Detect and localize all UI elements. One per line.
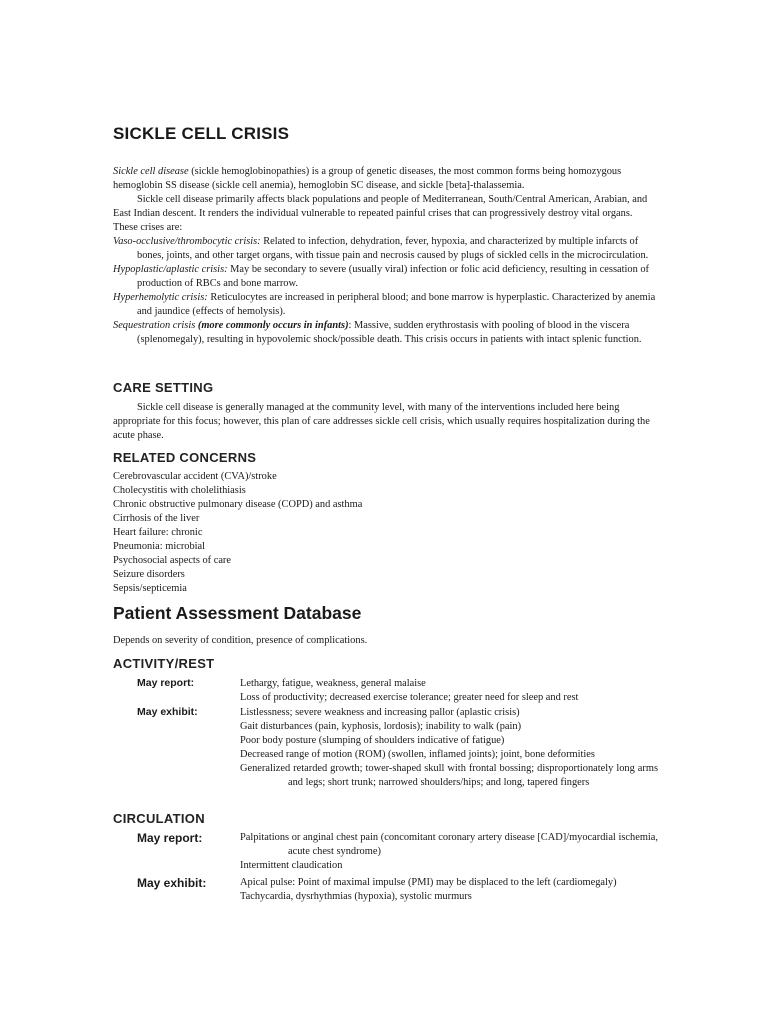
list-item: Decreased range of motion (ROM) (swollen, inflamed joints); joint, bone deformities [240, 749, 595, 760]
crisis-item: Hyperhemolytic crisis: Reticulocytes are increased in peripheral blood; and bone marrow is hyperplastic. Characterized by anemia and jaundice (effects of hemolysis). [113, 292, 656, 317]
list-item: Seizure disorders [113, 569, 185, 580]
related-concerns-list [113, 470, 658, 596]
intro-definition: (sickle hemoglobinopathies) is a group of genetic diseases, the most common forms being homozygous hemoglobin SS disease (sickle cell anemia), hemoglobin SC disease, and sickle [beta]-thalassemia. [113, 166, 622, 191]
list-item: Chronic obstructive pulmonary disease (COPD) and asthma [113, 499, 363, 510]
circulation-exhibit-items [240, 876, 658, 904]
related-concerns-heading: RELATED CONCERNS [113, 450, 257, 465]
care-setting-text: Sickle cell disease is generally managed at the community level, with many of the interventions included here being appropriate for this focus; however, this plan of care addresses sickle cell crisis, which usually requires hospitalization during the acute phase. [113, 402, 650, 441]
activity-report-items [240, 677, 658, 705]
may-exhibit-label: May exhibit: [137, 706, 198, 718]
may-report-label: May report: [137, 831, 203, 845]
list-item: Pneumonia: microbial [113, 541, 206, 552]
may-exhibit-label: May exhibit: [137, 876, 207, 890]
list-item: Heart failure: chronic [113, 527, 203, 538]
list-item: Sepsis/septicemia [113, 583, 187, 594]
list-item: Cirrhosis of the liver [113, 513, 200, 524]
may-report-label: May report: [137, 677, 195, 689]
circulation-report-items [240, 831, 658, 873]
circulation-heading: CIRCULATION [113, 811, 205, 826]
list-item: Poor body posture (slumping of shoulders indicative of fatigue) [240, 735, 505, 746]
list-item: Tachycardia, dysrhythmias (hypoxia), systolic murmurs [240, 891, 472, 902]
activity-exhibit-items [240, 706, 658, 790]
list-item: Listlessness; severe weakness and increasing pallor (aplastic crisis) [240, 707, 520, 718]
list-item: Gait disturbances (pain, kyphosis, lordosis); inability to walk (pain) [240, 721, 522, 732]
list-item: Cholecystitis with cholelithiasis [113, 485, 246, 496]
intro-paragraph-2: Sickle cell disease primarily affects black populations and people of Mediterranean, South/Central American, Arabian, and East Indian descent. It renders the individual vulnerable to repeated painful crises that can progressively destroy vital organs. These crises are: [113, 194, 648, 233]
list-item: Generalized retarded growth; tower-shaped skull with frontal bossing; disproportionately long arms and legs; short trunk; narrowed shoulders/hips; and long, tapered fingers [240, 763, 658, 788]
list-item: Cerebrovascular accident (CVA)/stroke [113, 471, 277, 482]
list-item: Intermittent claudication [240, 860, 343, 871]
activity-rest-heading: ACTIVITY/REST [113, 656, 215, 671]
database-heading: Patient Assessment Database [113, 603, 362, 623]
crisis-item: Hypoplastic/aplastic crisis: May be secondary to severe (usually viral) infection or folic acid deficiency, resulting in cessation of production of RBCs and bone marrow. [113, 264, 650, 289]
crisis-item: Vaso-occlusive/thrombocytic crisis: Related to infection, dehydration, fever, hypoxia, and characterized by multiple infarcts of bones, joints, and other target organs, with tissue pain and necrosis caused by plugs of sickled cells in the microcirculation. [113, 236, 649, 261]
intro-paragraph-1 [113, 165, 658, 193]
list-item: Palpitations or anginal chest pain (concomitant coronary artery disease [CAD]/myocardial ischemia, acute chest syndrome) [240, 832, 658, 857]
list-item: Loss of productivity; decreased exercise tolerance; greater need for sleep and rest [240, 692, 579, 703]
database-intro: Depends on severity of condition, presence of complications. [113, 635, 368, 646]
list-item: Apical pulse: Point of maximal impulse (PMI) may be displaced to the left (cardiomegaly) [240, 877, 617, 888]
page-title: SICKLE CELL CRISIS [113, 124, 290, 143]
list-item: Lethargy, fatigue, weakness, general malaise [240, 678, 426, 689]
list-item: Psychosocial aspects of care [113, 555, 232, 566]
care-setting-section [113, 401, 658, 443]
intro-section [113, 165, 658, 347]
care-setting-heading: CARE SETTING [113, 380, 214, 395]
intro-term: Sickle cell disease [113, 166, 189, 177]
crisis-item: Sequestration crisis (more commonly occurs in infants): Massive, sudden erythrostasis with pooling of blood in the viscera (splenomegaly), resulting in hypovolemic shock/possible death. This crisis occurs in patients with intact splenic function. [113, 320, 642, 345]
